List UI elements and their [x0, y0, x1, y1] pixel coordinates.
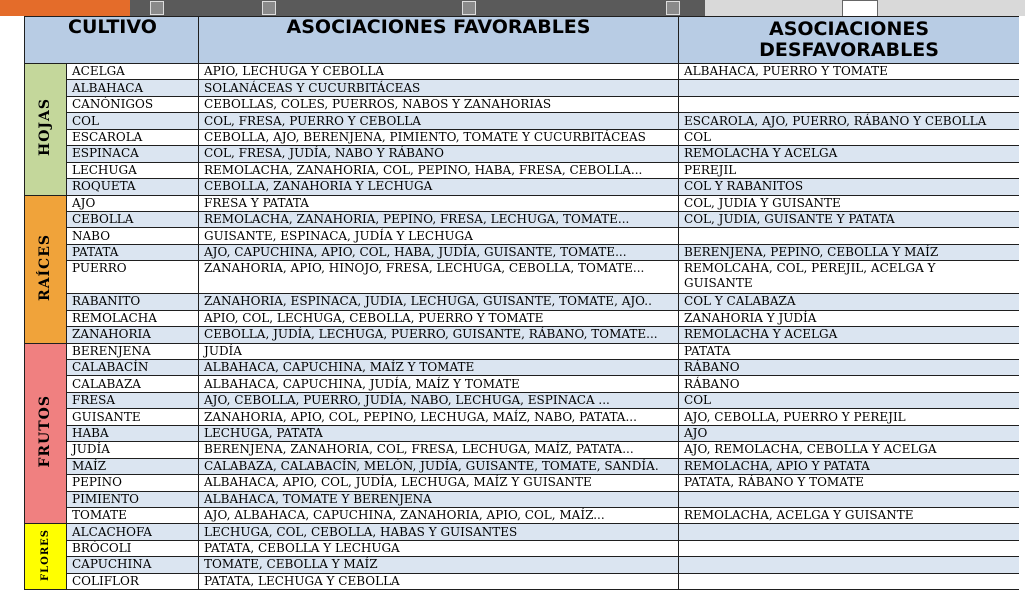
favorables-cell: APIO, LECHUGA Y CEBOLLA — [199, 64, 679, 80]
desfavorables-cell: RÁBANO — [679, 376, 1020, 392]
desfavorables-cell — [679, 261, 1020, 294]
table-row — [25, 146, 1020, 162]
table-row — [25, 80, 1020, 96]
associations-table — [24, 16, 1020, 590]
desfavorables-cell: BERENJENA, PEPINO, CEBOLLA Y MAÍZ — [679, 244, 1020, 260]
favorables-cell: LECHUGA, PATATA — [199, 425, 679, 441]
toolbar-button-icon[interactable] — [262, 1, 276, 15]
desfavorables-cell: COL Y CALABAZA — [679, 294, 1020, 310]
desfavorables-cell: COL — [679, 392, 1020, 408]
favorables-cell: AJO, CAPUCHINA, APIO, COL, HABA, JUDÍA, GUISANTE, TOMATE... — [199, 244, 679, 260]
toolbar-button-icon[interactable] — [666, 1, 680, 15]
toolbar-button-icon[interactable] — [462, 1, 476, 15]
favorables-cell: CEBOLLAS, COLES, PUERROS, NABOS Y ZANAHORIAS — [199, 96, 679, 112]
header-desfavorables — [679, 17, 1020, 64]
toolbar-accent-segment — [0, 0, 130, 16]
favorables-cell: PATATA, CEBOLLA Y LECHUGA — [199, 540, 679, 556]
desfavorables-cell — [679, 524, 1020, 540]
desfavorables-cell: ESCAROLA, AJO, PUERRO, RÁBANO Y CEBOLLA — [679, 113, 1020, 129]
favorables-cell: CEBOLLA, JUDÍA, LECHUGA, PUERRO, GUISANTE, RÁBANO, TOMATE... — [199, 327, 679, 343]
cultivo-cell: PIMIENTO — [67, 491, 199, 507]
table-row — [25, 294, 1020, 310]
table-row — [25, 524, 1020, 540]
table-row — [25, 228, 1020, 244]
group-label-hojas: HOJAS — [25, 64, 67, 196]
table-row — [25, 475, 1020, 491]
favorables-cell: ALBAHACA, CAPUCHINA, JUDÍA, MAÍZ Y TOMATE — [199, 376, 679, 392]
table-row — [25, 162, 1020, 178]
cultivo-cell: CANÓNIGOS — [67, 96, 199, 112]
favorables-cell: COL, FRESA, JUDÍA, NABO Y RÁBANO — [199, 146, 679, 162]
table-row — [25, 343, 1020, 359]
favorables-cell: CEBOLLA, AJO, BERENJENA, PIMIENTO, TOMATE Y CUCURBITÁCEAS — [199, 129, 679, 145]
desfavorables-cell — [679, 80, 1020, 96]
header-favorables: ASOCIACIONES FAVORABLES — [199, 17, 679, 64]
table-row — [25, 573, 1020, 589]
favorables-cell: ALBAHACA, APIO, COL, JUDÍA, LECHUGA, MAÍZ Y GUISANTE — [199, 475, 679, 491]
table-row — [25, 392, 1020, 408]
cultivo-cell: FRESA — [67, 392, 199, 408]
desfavorables-cell: REMOLACHA Y ACELGA — [679, 146, 1020, 162]
group-label-flores: FLORES — [25, 524, 67, 590]
cultivo-cell: REMOLACHA — [67, 310, 199, 326]
favorables-cell: CEBOLLA, ZANAHORIA Y LECHUGA — [199, 179, 679, 195]
cultivo-cell: BERENJENA — [67, 343, 199, 359]
cultivo-cell: CEBOLLA — [67, 211, 199, 227]
cultivo-cell: ESPINACA — [67, 146, 199, 162]
cultivo-cell: ESCAROLA — [67, 129, 199, 145]
desfavorables-cell: RÁBANO — [679, 360, 1020, 376]
cultivo-cell: JUDÍA — [67, 442, 199, 458]
favorables-cell: REMOLACHA, ZANAHORIA, COL, PEPINO, HABA, FRESA, CEBOLLA... — [199, 162, 679, 178]
favorables-cell: BERENJENA, ZANAHORIA, COL, FRESA, LECHUGA, MAÍZ, PATATA... — [199, 442, 679, 458]
cultivo-cell: GUISANTE — [67, 409, 199, 425]
cultivo-cell: COL — [67, 113, 199, 129]
desfavorables-cell: PEREJIL — [679, 162, 1020, 178]
cultivo-cell: RABANITO — [67, 294, 199, 310]
cultivo-cell: LECHUGA — [67, 162, 199, 178]
cultivo-cell: CAPUCHINA — [67, 557, 199, 573]
cultivo-cell: ALBAHACA — [67, 80, 199, 96]
group-label-raices: RAÍCES — [25, 195, 67, 343]
cultivo-cell: TOMATE — [67, 507, 199, 523]
cultivo-cell: ROQUETA — [67, 179, 199, 195]
cultivo-cell: ZANAHORIA — [67, 327, 199, 343]
desfavorables-line1: REMOLCAHA, COL, PEREJIL, ACELGA Y — [684, 261, 936, 276]
table-row — [25, 211, 1020, 227]
table-header-row — [25, 17, 1020, 64]
favorables-cell: ALBAHACA, TOMATE Y BERENJENA — [199, 491, 679, 507]
cultivo-cell: COLIFLOR — [67, 573, 199, 589]
cultivo-cell: ALCACHOFA — [67, 524, 199, 540]
desfavorables-cell: AJO, REMOLACHA, CEBOLLA Y ACELGA — [679, 442, 1020, 458]
desfavorables-cell: COL Y RABANITOS — [679, 179, 1020, 195]
desfavorables-cell: AJO — [679, 425, 1020, 441]
desfavorables-cell — [679, 540, 1020, 556]
favorables-cell: GUISANTE, ESPINACA, JUDÍA Y LECHUGA — [199, 228, 679, 244]
window-toolbar-strip — [0, 0, 1025, 16]
desfavorables-line2: GUISANTE — [684, 276, 753, 291]
desfavorables-cell: PATATA — [679, 343, 1020, 359]
desfavorables-cell: PATATA, RÁBANO Y TOMATE — [679, 475, 1020, 491]
favorables-cell: LECHUGA, COL, CEBOLLA, HABAS Y GUISANTES — [199, 524, 679, 540]
desfavorables-cell — [679, 491, 1020, 507]
table-row — [25, 113, 1020, 129]
cultivo-cell: MAÍZ — [67, 458, 199, 474]
desfavorables-cell: COL — [679, 129, 1020, 145]
favorables-cell: AJO, ALBAHACA, CAPUCHINA, ZANAHORIA, APIO, COL, MAÍZ... — [199, 507, 679, 523]
cultivo-cell: NABO — [67, 228, 199, 244]
desfavorables-cell: ZANAHORIA Y JUDÍA — [679, 310, 1020, 326]
cultivo-cell: PUERRO — [67, 261, 199, 294]
table-row — [25, 507, 1020, 523]
cultivo-cell: AJO — [67, 195, 199, 211]
table-row — [25, 96, 1020, 112]
cultivo-cell: BRÓCOLI — [67, 540, 199, 556]
desfavorables-cell: COL, JUDIA, GUISANTE Y PATATA — [679, 211, 1020, 227]
table-row — [25, 129, 1020, 145]
favorables-cell: ZANAHORIA, APIO, HINOJO, FRESA, LECHUGA, CEBOLLA, TOMATE... — [199, 261, 679, 294]
cultivo-cell: CALABACÍN — [67, 360, 199, 376]
table-row — [25, 376, 1020, 392]
table-row — [25, 458, 1020, 474]
table-row — [25, 195, 1020, 211]
favorables-cell: ZANAHORIA, APIO, COL, PEPINO, LECHUGA, MAÍZ, NABO, PATATA... — [199, 409, 679, 425]
table-row — [25, 179, 1020, 195]
header-cultivo: CULTIVO — [25, 17, 199, 64]
favorables-cell: PATATA, LECHUGA Y CEBOLLA — [199, 573, 679, 589]
favorables-cell: SOLANÁCEAS Y CUCURBITÁCEAS — [199, 80, 679, 96]
favorables-cell: ZANAHORIA, ESPINACA, JUDIA, LECHUGA, GUISANTE, TOMATE, AJO.. — [199, 294, 679, 310]
table-row — [25, 425, 1020, 441]
desfavorables-cell: COL, JUDIA Y GUISANTE — [679, 195, 1020, 211]
toolbar-segment — [130, 0, 705, 16]
toolbar-button-icon[interactable] — [150, 1, 164, 15]
table-row — [25, 557, 1020, 573]
table-row — [25, 244, 1020, 260]
cultivo-cell: HABA — [67, 425, 199, 441]
favorables-cell: REMOLACHA, ZANAHORIA, PEPINO, FRESA, LECHUGA, TOMATE... — [199, 211, 679, 227]
favorables-cell: AJO, CEBOLLA, PUERRO, JUDÍA, NABO, LECHUGA, ESPINACA ... — [199, 392, 679, 408]
group-label-frutos: FRUTOS — [25, 343, 67, 524]
favorables-cell: JUDÍA — [199, 343, 679, 359]
favorables-cell: COL, FRESA, PUERRO Y CEBOLLA — [199, 113, 679, 129]
favorables-cell: ALBAHACA, CAPUCHINA, MAÍZ Y TOMATE — [199, 360, 679, 376]
right-margin — [1019, 16, 1025, 601]
table-row — [25, 491, 1020, 507]
table-row — [25, 540, 1020, 556]
table-row — [25, 310, 1020, 326]
desfavorables-cell — [679, 96, 1020, 112]
desfavorables-cell — [679, 228, 1020, 244]
favorables-cell: FRESA Y PATATA — [199, 195, 679, 211]
table-row — [25, 442, 1020, 458]
header-desfavorables-line2: DESFAVORABLES — [759, 39, 939, 61]
cultivo-cell: PEPINO — [67, 475, 199, 491]
table-row — [25, 64, 1020, 80]
desfavorables-cell — [679, 557, 1020, 573]
favorables-cell: TOMATE, CEBOLLA Y MAÍZ — [199, 557, 679, 573]
favorables-cell: APIO, COL, LECHUGA, CEBOLLA, PUERRO Y TOMATE — [199, 310, 679, 326]
table-row — [25, 261, 1020, 294]
desfavorables-cell: AJO, CEBOLLA, PUERRO Y PEREJIL — [679, 409, 1020, 425]
desfavorables-cell — [679, 573, 1020, 589]
cultivo-cell: CALABAZA — [67, 376, 199, 392]
header-desfavorables-line1: ASOCIACIONES — [769, 18, 930, 40]
table-row — [25, 409, 1020, 425]
desfavorables-cell: REMOLACHA, APIO Y PATATA — [679, 458, 1020, 474]
table-row — [25, 360, 1020, 376]
table-row — [25, 327, 1020, 343]
desfavorables-cell: ALBAHACA, PUERRO Y TOMATE — [679, 64, 1020, 80]
cultivo-cell: PATATA — [67, 244, 199, 260]
favorables-cell: CALABAZA, CALABACÍN, MELÓN, JUDÍA, GUISANTE, TOMATE, SANDÍA. — [199, 458, 679, 474]
desfavorables-cell: REMOLACHA, ACELGA Y GUISANTE — [679, 507, 1020, 523]
desfavorables-cell: REMOLACHA Y ACELGA — [679, 327, 1020, 343]
cultivo-cell: ACELGA — [67, 64, 199, 80]
page-icon — [842, 0, 878, 16]
